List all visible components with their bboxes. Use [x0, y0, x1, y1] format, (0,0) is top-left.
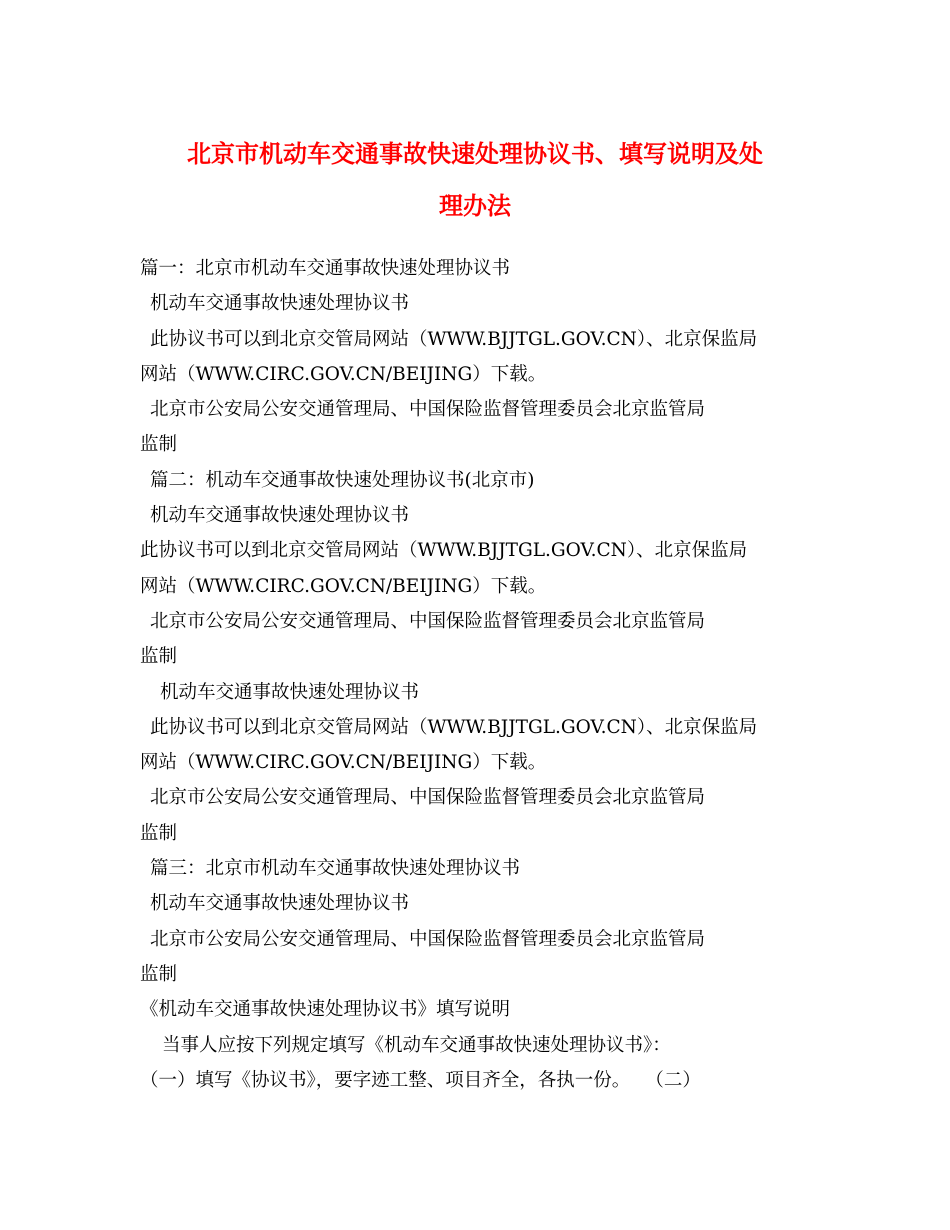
paragraph-line: 北京市公安局公安交通管理局、中国保险监督管理委员会北京监管局 — [150, 787, 706, 809]
paragraph-line: （一）填写《协议书》，要字迹工整、项目齐全，各执一份。 （二） — [140, 1069, 701, 1091]
paragraph-line: 当事人应按下列规定填写《机动车交通事故快速处理协议书》： — [162, 1034, 671, 1056]
section-heading-3: 篇三：北京市机动车交通事故快速处理协议书 — [150, 858, 521, 880]
paragraph-line: 网站（WWW.CIRC.GOV.CN/BEIJING）下载。 — [140, 752, 547, 774]
paragraph-line: 北京市公安局公安交通管理局、中国保险监督管理委员会北京监管局 — [150, 928, 706, 950]
paragraph-line: 机动车交通事故快速处理协议书 — [150, 893, 410, 915]
paragraph-line: 监制 — [140, 434, 178, 456]
paragraph-line: 北京市公安局公安交通管理局、中国保险监督管理委员会北京监管局 — [150, 610, 706, 632]
section-heading-1: 篇一：北京市机动车交通事故快速处理协议书 — [140, 258, 511, 279]
title-line-2: 理办法 — [439, 191, 511, 220]
paragraph-line: 机动车交通事故快速处理协议书 — [160, 681, 420, 703]
section-heading-2: 篇二：机动车交通事故快速处理协议书(北京市) — [150, 469, 535, 491]
paragraph-line: 监制 — [140, 963, 178, 985]
title-line-1: 北京市机动车交通事故快速处理协议书、填写说明及处 — [187, 139, 763, 168]
paragraph-line: 此协议书可以到北京交管局网站（WWW.BJJTGL.GOV.CN）、北京保监局 — [150, 328, 758, 350]
subsection-heading: 《机动车交通事故快速处理协议书》填写说明 — [140, 999, 511, 1021]
paragraph-line: 网站（WWW.CIRC.GOV.CN/BEIJING）下载。 — [140, 575, 547, 597]
paragraph-line: 此协议书可以到北京交管局网站（WWW.BJJTGL.GOV.CN）、北京保监局 — [150, 716, 758, 738]
paragraph-line: 监制 — [140, 822, 178, 844]
paragraph-line: 此协议书可以到北京交管局网站（WWW.BJJTGL.GOV.CN）、北京保监局 — [140, 540, 748, 562]
paragraph-line: 机动车交通事故快速处理协议书 — [150, 505, 410, 527]
document-title — [120, 128, 830, 232]
paragraph-line: 北京市公安局公安交通管理局、中国保险监督管理委员会北京监管局 — [150, 399, 706, 421]
paragraph-line: 机动车交通事故快速处理协议书 — [150, 293, 410, 315]
document-body — [140, 251, 812, 1098]
paragraph-line: 网站（WWW.CIRC.GOV.CN/BEIJING）下载。 — [140, 363, 547, 385]
paragraph-line: 监制 — [140, 646, 178, 668]
